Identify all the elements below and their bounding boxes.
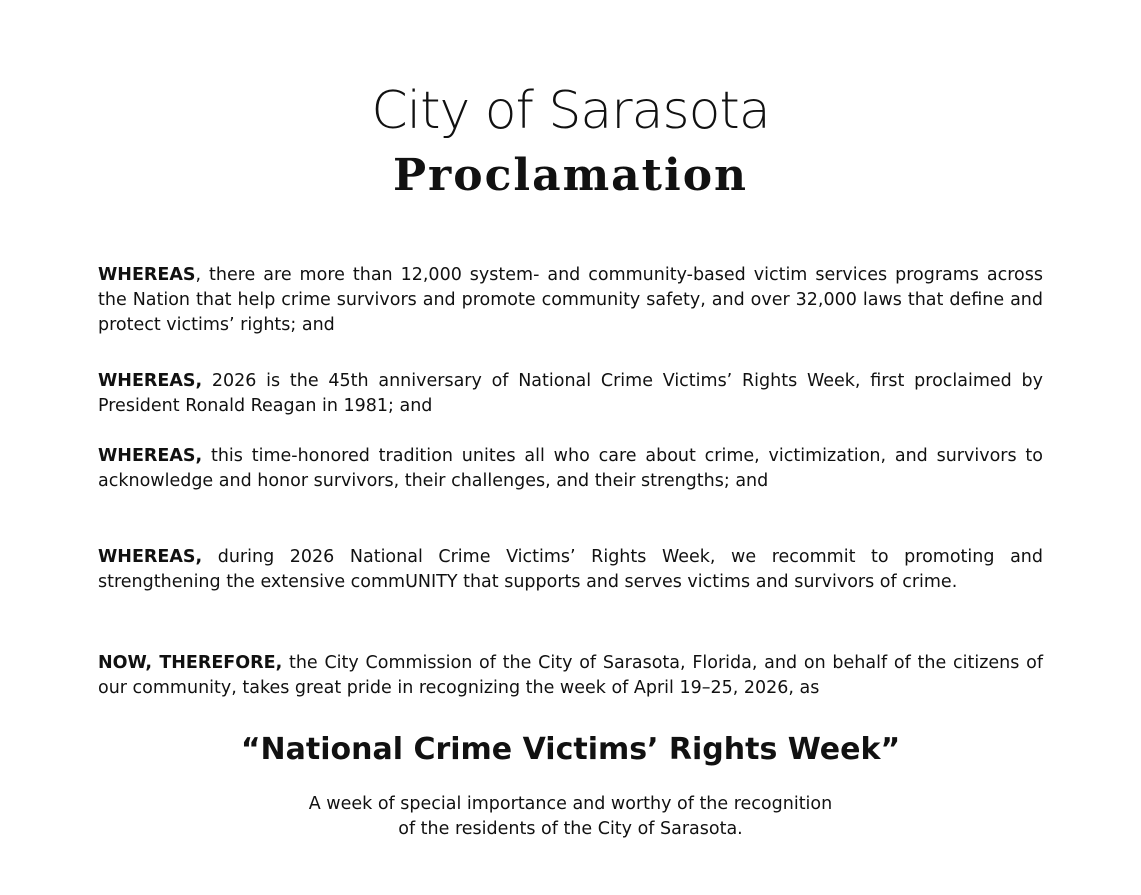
paragraph-text: this time-honored tradition unites all who care about crime, victimization, and survivors to acknowledge and honor survivors, their challenges, and their strengths; and <box>98 446 1043 491</box>
paragraph-lead: WHEREAS, <box>98 446 203 466</box>
paragraph-lead: WHEREAS, <box>98 547 203 567</box>
proclamation-heading: Proclamation <box>392 150 749 201</box>
closing-statement <box>0 792 1141 842</box>
closing-line-1: A week of special importance and worthy of the recognition <box>308 794 833 814</box>
paragraph-lead: WHEREAS <box>98 265 196 285</box>
paragraph-lead: WHEREAS, <box>98 371 203 391</box>
whereas-paragraph-2 <box>98 369 1043 419</box>
paragraph-text: during 2026 National Crime Victims’ Rights Week, we recommit to promoting and strengthening the extensive commUNITY that supports and serves victims and survivors of crime. <box>98 547 1043 592</box>
paragraph-text: the City Commission of the City of Sarasota, Florida, and on behalf of the citizens of our community, takes great pride in recognizing the week of April 19–25, 2026, as <box>98 653 1044 698</box>
therefore-paragraph <box>98 651 1043 701</box>
paragraph-text: , there are more than 12,000 system- and community-based victim services programs across the Nation that help crime survivors and promote community safety, and over 32,000 laws that define and protect victims’ rights; and <box>98 265 1043 335</box>
whereas-paragraph-3 <box>98 444 1043 494</box>
whereas-paragraph-1 <box>98 263 1043 338</box>
paragraph-lead: NOW, THEREFORE, <box>98 653 283 673</box>
week-name-headline: “National Crime Victims’ Rights Week” <box>240 732 901 767</box>
whereas-paragraph-4 <box>98 545 1043 595</box>
closing-line-2: of the residents of the City of Sarasota. <box>398 819 743 839</box>
city-title: City of Sarasota <box>371 81 770 141</box>
paragraph-text: 2026 is the 45th anniversary of National Crime Victims’ Rights Week, first proclaimed by President Ronald Reagan in 1981; and <box>98 371 1043 416</box>
